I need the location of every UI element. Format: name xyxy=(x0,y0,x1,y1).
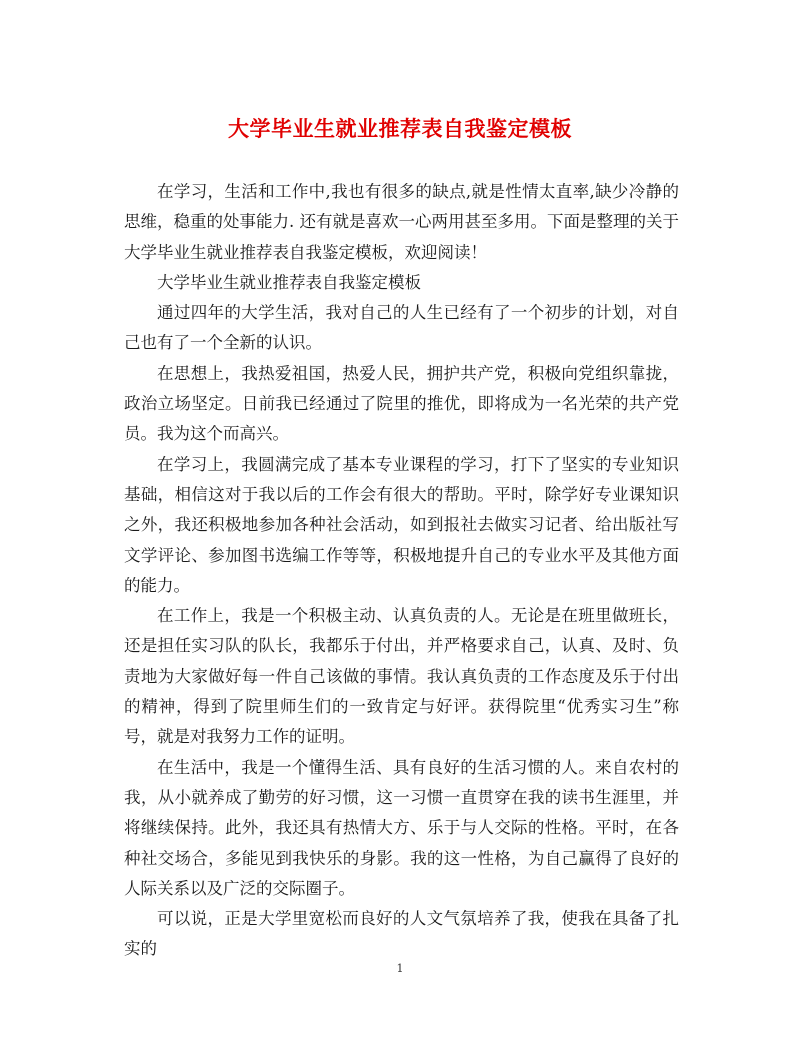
paragraph-study: 在学习上，我圆满完成了基本专业课程的学习，打下了坚实的专业知识基础，相信这对于我以后的工作会有很大的帮助。平时，除学好专业课知识之外，我还积极地参加各种社会活动，如到报社去做实习记者、给出版社写文学评论、参加图书选编工作等等，积极地提升自己的专业水平及其他方面的能力。 xyxy=(124,454,679,595)
paragraph-work: 在工作上，我是一个积极主动、认真负责的人。无论是在班里做班长，还是担任实习队的队长，我都乐于付出，并严格要求自己，认真、及时、负责地为大家做好每一件自己该做的事情。我认真负责的工作态度及乐于付出的精神，得到了院里师生们的一致肯定与好评。获得院里“优秀实习生”称号，就是对我努力工作的证明。 xyxy=(124,606,679,747)
paragraph-ideology: 在思想上，我热爱祖国，热爱人民，拥护共产党，积极向党组织靠拢，政治立场坚定。日前我已经通过了院里的推优，即将成为一名光荣的共产党员。我为这个而高兴。 xyxy=(124,363,679,444)
paragraph-conclusion: 可以说，正是大学里宽松而良好的人文气氛培养了我，使我在具备了扎实的 xyxy=(124,909,679,959)
paragraph-life: 在生活中，我是一个懂得生活、具有良好的生活习惯的人。来自农村的我，从小就养成了勤劳的好习惯，这一习惯一直贯穿在我的读书生涯里，并将继续保持。此外，我还具有热情大方、乐于与人交际的性格。平时，在各种社交场合，多能见到我快乐的身影。我的这一性格，为自己赢得了良好的人际关系以及广泛的交际圈子。 xyxy=(124,757,679,898)
page-number: 1 xyxy=(396,962,404,975)
document-body xyxy=(124,177,679,965)
paragraph-intro: 在学习，生活和工作中,我也有很多的缺点,就是性情太直率,缺少冷静的思维，稳重的处事能力. 还有就是喜欢一心两用甚至多用。下面是整理的关于大学毕业生就业推荐表自我鉴定模板，欢迎阅读！ xyxy=(124,182,679,262)
document-title: 大学毕业生就业推荐表自我鉴定模板 xyxy=(228,116,572,141)
paragraph-subtitle: 大学毕业生就业推荐表自我鉴定模板 xyxy=(157,272,421,292)
paragraph-overview: 通过四年的大学生活，我对自己的人生已经有了一个初步的计划，对自己也有了一个全新的认识。 xyxy=(124,303,679,353)
